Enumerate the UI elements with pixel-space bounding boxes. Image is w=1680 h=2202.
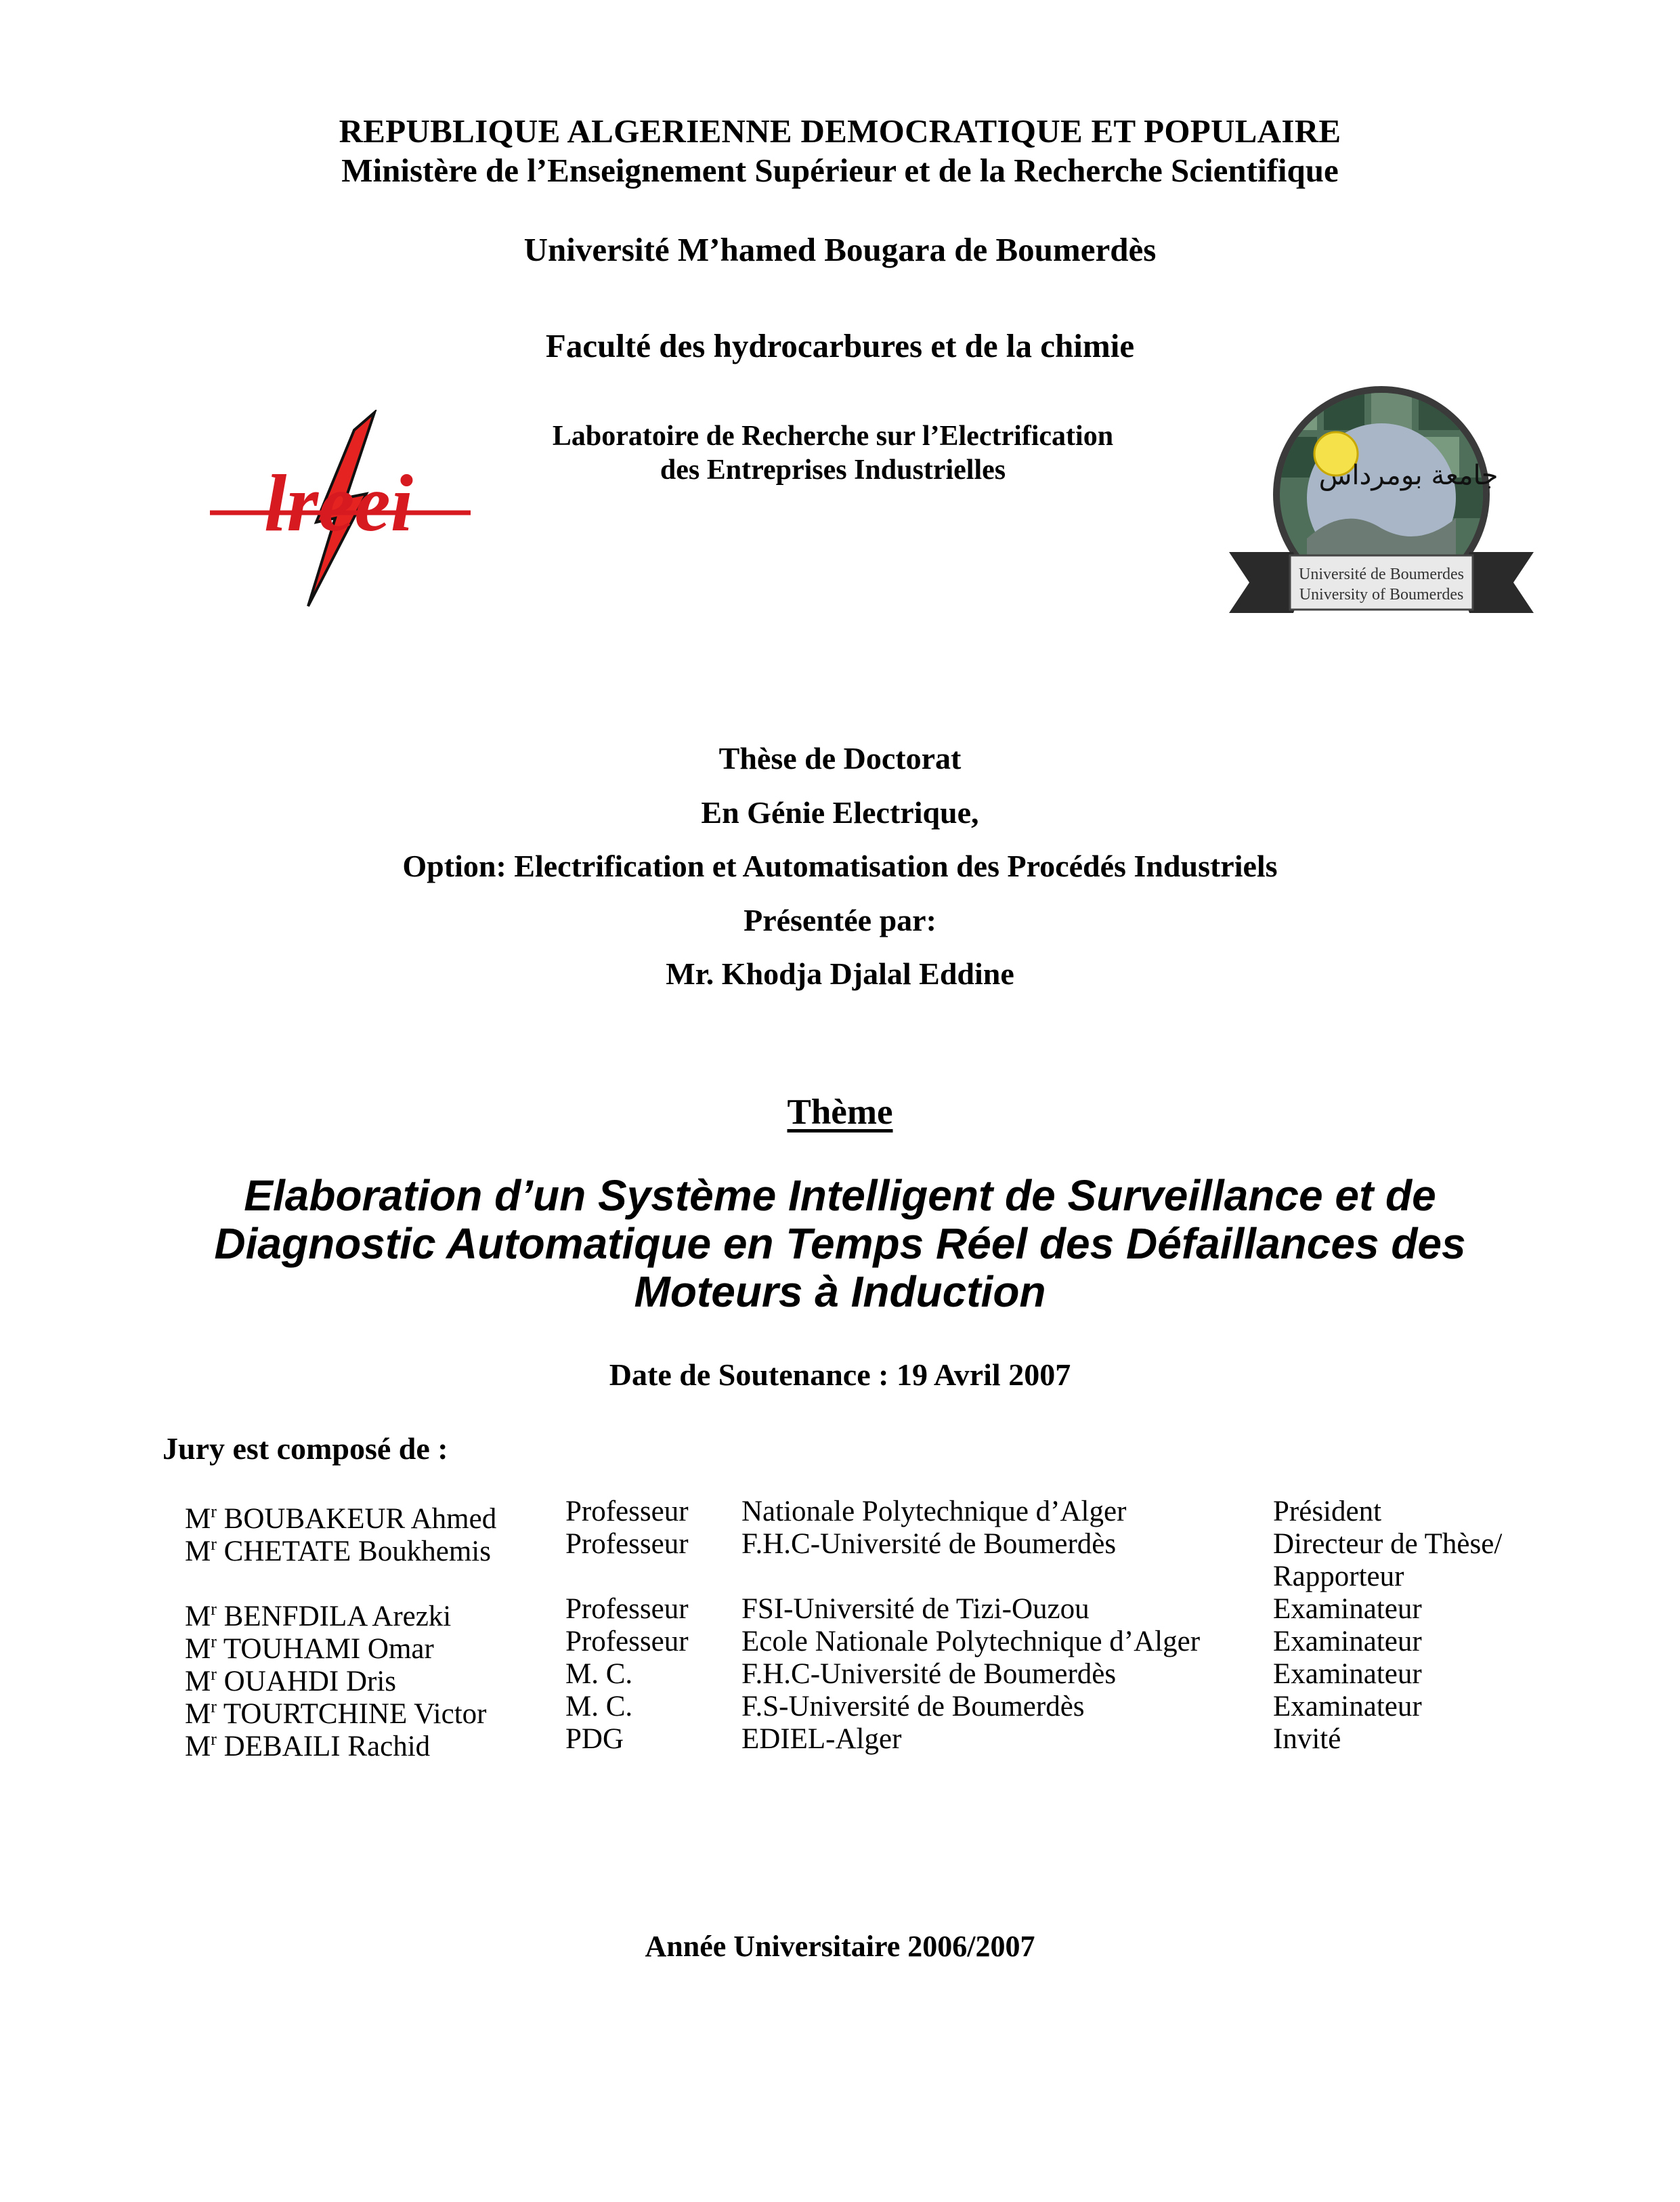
jury-member-name: $M^r$ BENFDILA Arezki [185,1599,452,1632]
faculty-name: Faculté des hydrocarbures et de la chimie [545,327,1135,364]
seal-banner-line1: Université de Boumerdes [1299,566,1464,583]
jury-member-name: $M^r$ OUAHDI Dris [185,1664,397,1697]
author-name: Mr. Khodja Djalal Eddine [666,956,1014,991]
thesis-title-line: Diagnostic Automatique en Temps Réel des Défaillances des [214,1219,1466,1268]
jury-member-grade: PDG [565,1723,624,1755]
jury-member-institution: F.H.C-Université de Boumerdès [741,1658,1117,1690]
jury-member-role: Invité [1273,1723,1341,1755]
seal-arabic-text: جامعة بومرداس [1318,460,1499,491]
jury-member-institution: F.S-Université de Boumerdès [741,1691,1085,1722]
jury-member-name: $M^r$ TOUHAMI Omar [185,1632,434,1665]
jury-member-role: Directeur de Thèse/ Rapporteur [1273,1528,1503,1592]
jury-member-role: Examinateur [1273,1593,1422,1625]
presented-by-label: Présentée par: [744,903,936,937]
jury-member-role: Examinateur [1273,1658,1422,1690]
jury-member-grade: Professeur [565,1593,689,1625]
republic-heading: REPUBLIQUE ALGERIENNE DEMOCRATIQUE ET POPULAIRE [339,112,1341,150]
jury-member-role: Examinateur [1273,1691,1422,1722]
university-seal-icon [1229,383,1534,627]
thesis-field: En Génie Electrique, [701,795,979,830]
jury-heading: Jury est composé de : [163,1431,448,1466]
jury-member-grade: M. C. [565,1691,633,1722]
thesis-option: Option: Electrification et Automatisation des Procédés Industriels [402,849,1278,883]
defense-date: Date de Soutenance : 19 Avril 2007 [609,1357,1071,1392]
jury-member-role: Examinateur [1273,1626,1422,1657]
jury-member-institution: Nationale Polytechnique d’Alger [741,1496,1127,1527]
thesis-type: Thèse de Doctorat [718,741,962,776]
jury-member-institution: FSI-Université de Tizi-Ouzou [741,1593,1090,1625]
seal-banner-line2: University of Boumerdes [1299,586,1464,604]
jury-member-role: Président [1273,1496,1382,1527]
jury-member-institution: Ecole Nationale Polytechnique d’Alger [741,1626,1201,1657]
lab-name-line2: des Entreprises Industrielles [660,454,1006,486]
lreei-logo-text: lreei [264,458,413,548]
jury-member-grade: M. C. [565,1658,633,1690]
lab-name-line1: Laboratoire de Recherche sur l’Electrification [552,421,1114,452]
academic-year: Année Universitaire 2006/2007 [645,1930,1035,1963]
university-name: Université M’hamed Bougara de Boumerdès [523,231,1157,268]
jury-member-grade: Professeur [565,1528,689,1560]
jury-member-grade: Professeur [565,1626,689,1657]
thesis-title-line: Elaboration d’un Système Intelligent de Surveillance et de [244,1171,1436,1220]
jury-member-grade: Professeur [565,1496,689,1527]
jury-member-institution: F.H.C-Université de Boumerdès [741,1528,1117,1560]
lreei-logo-icon [207,410,477,610]
ministry-heading: Ministère de l’Enseignement Supérieur et de la Recherche Scientifique [341,152,1339,189]
jury-member-name: $M^r$ CHETATE Boukhemis [185,1534,491,1567]
jury-member-name: $M^r$ TOURTCHINE Victor [185,1697,487,1730]
jury-member-name: $M^r$ BOUBAKEUR Ahmed [185,1502,497,1535]
jury-member-name: $M^r$ DEBAILI Rachid [185,1729,431,1762]
thesis-title-line: Moteurs à Induction [634,1267,1046,1316]
thesis-title [135,1172,1545,1316]
theme-label: Thème [787,1093,893,1132]
jury-member-institution: EDIEL-Alger [741,1723,902,1755]
